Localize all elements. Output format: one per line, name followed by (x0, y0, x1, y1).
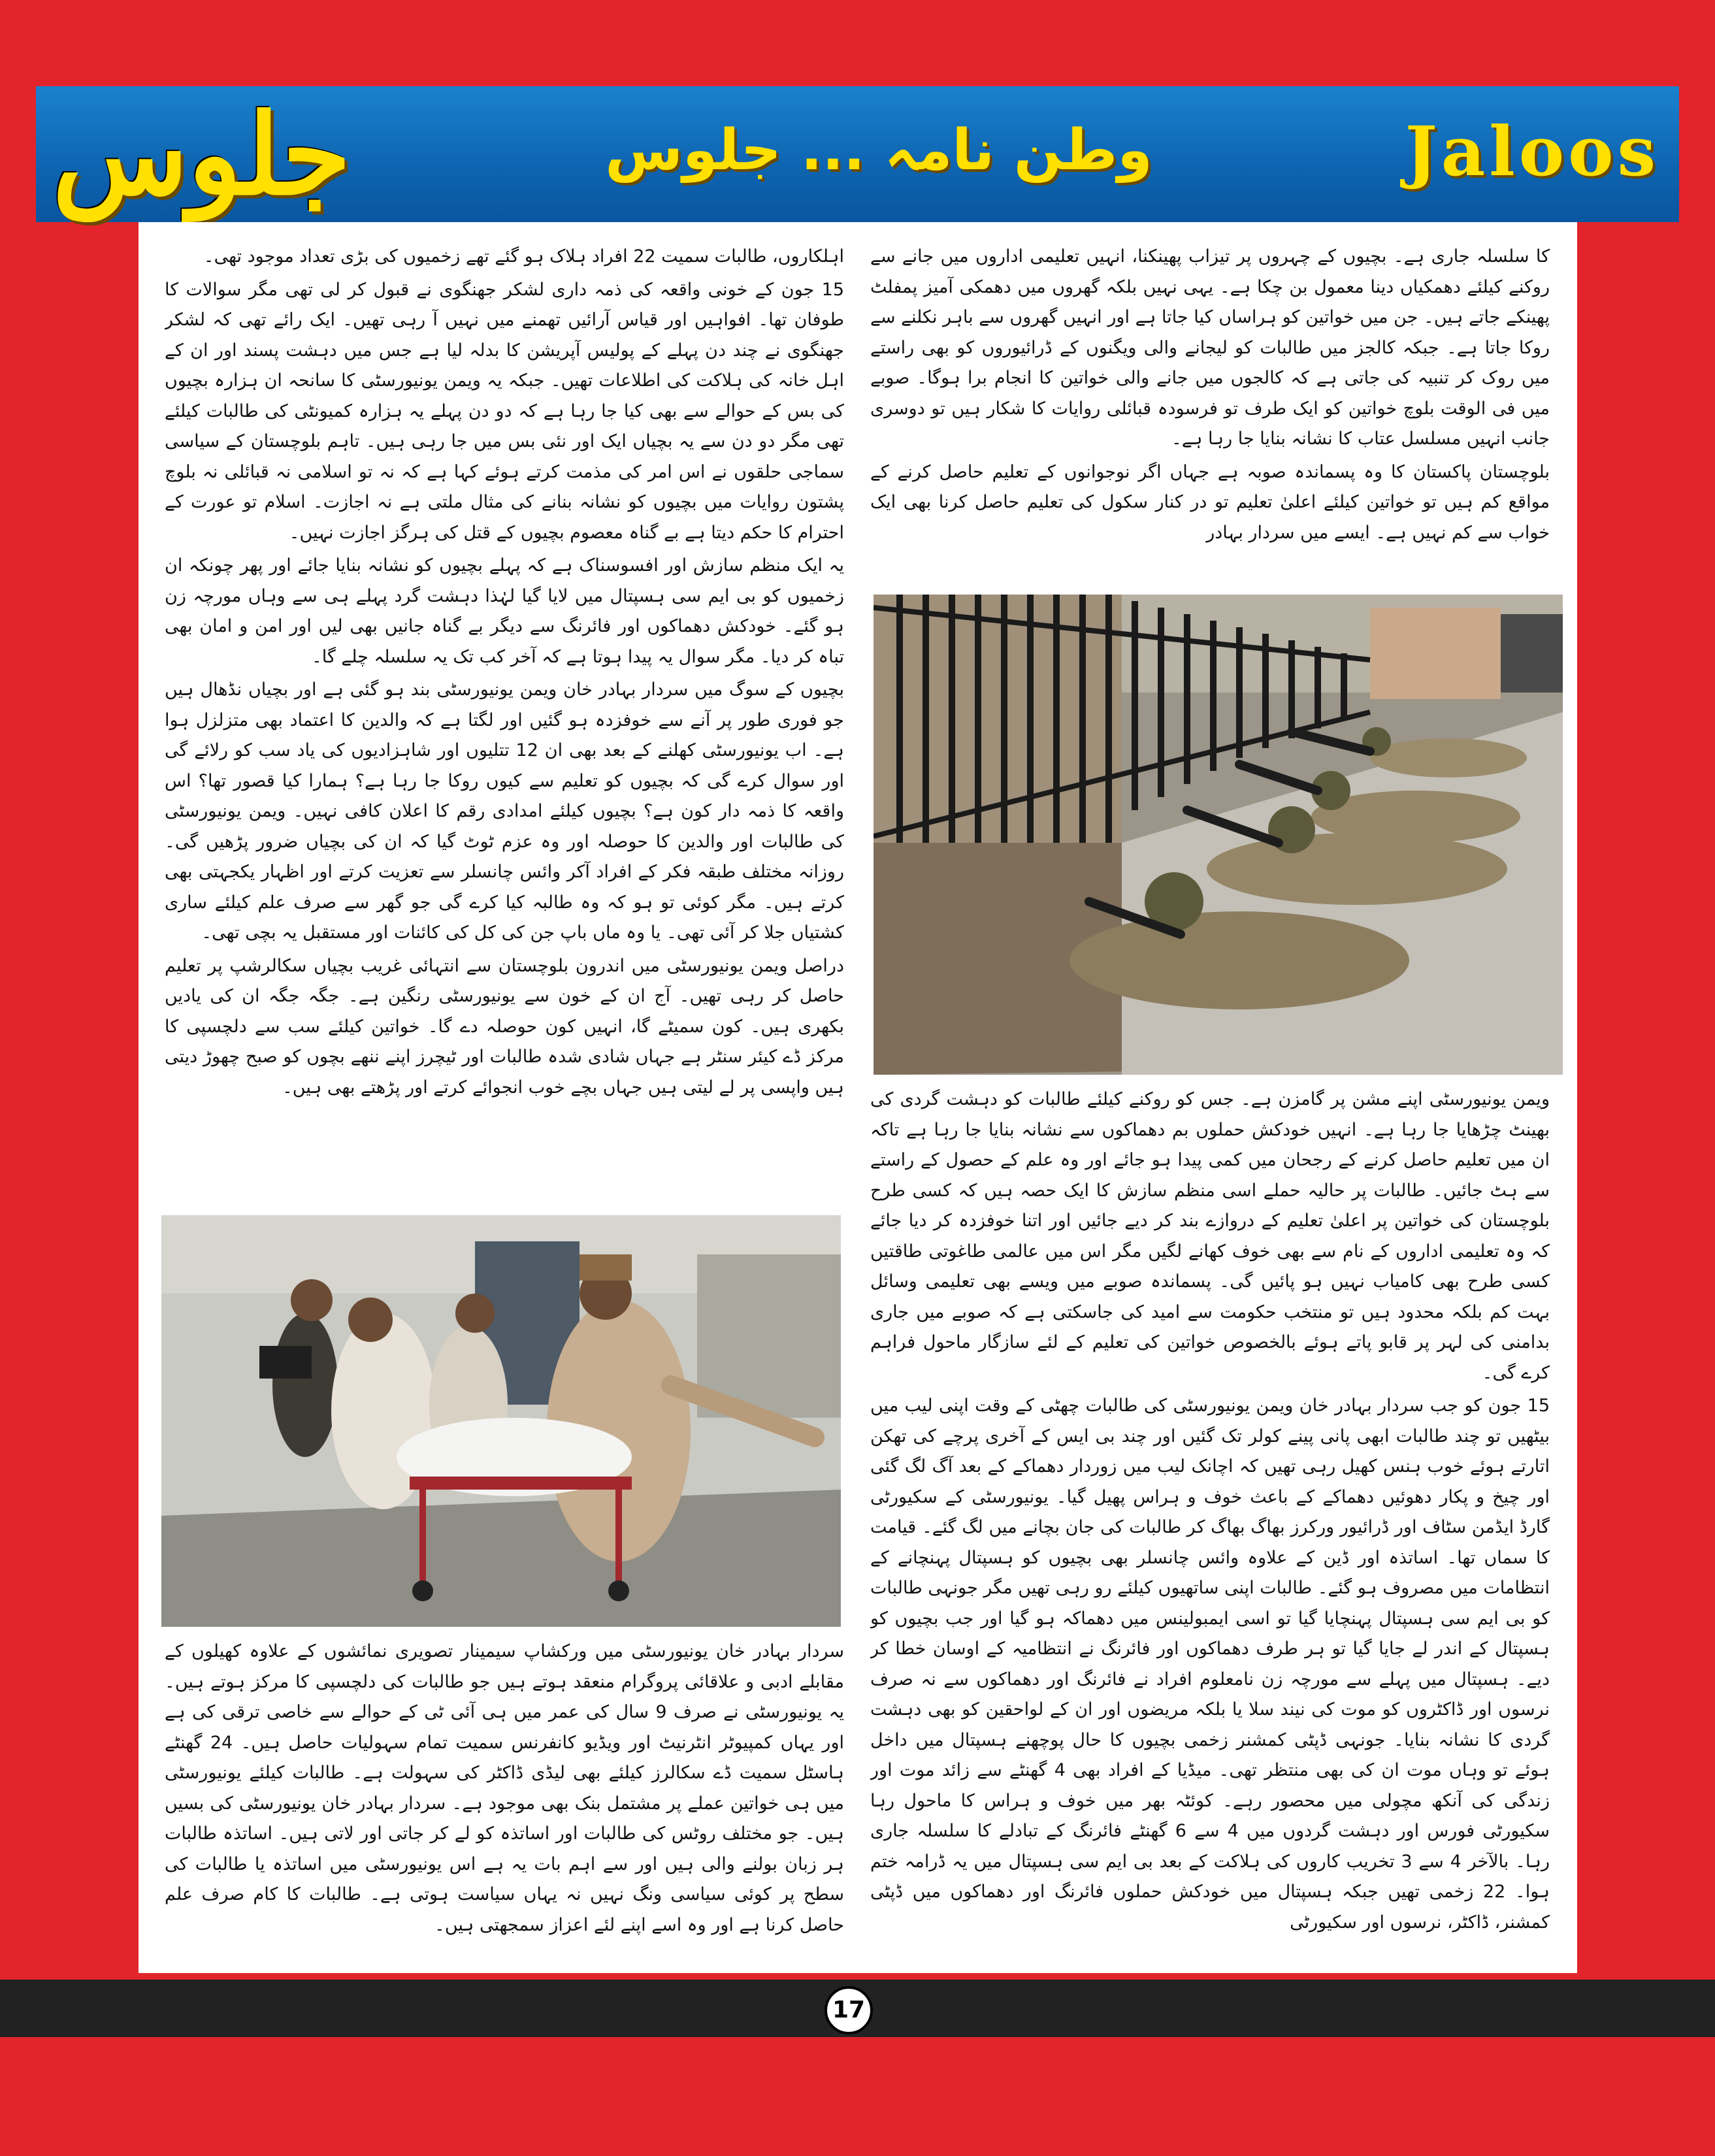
top-red-band (0, 0, 1715, 86)
paragraph: کا سلسلہ جاری ہے۔ بچیوں کے چہروں پر تیزاب پھینکنا، انہیں تعلیمی اداروں میں جانے سے روکنے کیلئے دھمکیاں دینا معمول بن چکا ہے۔ یہی نہیں بلکہ گھروں میں دھمکی آمیز پمفلٹ پھینکے جاتے ہیں۔ جن میں خواتین کو ہراساں کیا جاتا ہے اور انہیں گھروں سے باہر نکلنے سے روکا جاتا ہے۔ جبکہ کالجز میں طالبات کو لیجانے والی ویگنوں کے ڈرائیوروں کو بھی راستے میں روک کر تنبیہ کی جاتی ہے کہ کالجوں میں جانے والی خواتین کا انجام برا ہوگا۔ صوبے میں فی الوقت بلوچ خواتین کو ایک طرف تو فرسودہ قبائلی روایات کا شکار ہیں تو دوسری جانب انہیں مسلسل عتاب کا نشانہ بنایا جا رہا ہے۔ (870, 246, 1550, 449)
section-title: وطن نامہ ... جلوس (605, 118, 1152, 183)
soldiers-photo (874, 595, 1563, 1075)
paragraph: سردار بہادر خان یونیورسٹی میں ورکشاپ سیمینار تصویری نمائشوں کے علاوہ کھیلوں کے مقابلے ادبی و علاقائی پروگرام منعقد ہوتے ہیں جو طالبات کی دلچسپی کا مرکز ہوتے ہیں۔ یہ یونیورسٹی نے صرف 9 سال کی عمر میں ہی آئی ٹی کے حوالے سے خاصی ترقی کی ہے اور یہاں کمپیوٹر انٹرنیٹ اور ویڈیو کانفرنس سمیت تمام سہولیات حاصل ہیں۔ 24 گھنٹے ہاسٹل سمیت ڈے سکالرز کیلئے بھی لیڈی ڈاکٹر کی سہولت ہے۔ طالبات کیلئے یونیورسٹی میں ہی خواتین عملے پر مشتمل بنک بھی موجود ہے۔ سردار بہادر خان یونیورسٹی کی بسیں ہیں۔ جو مختلف روٹس کی طالبات اور اساتذہ کو لے کر جاتی اور لاتی ہیں۔ اساتذہ طالبات ہر زبان بولنے والی ہیں اور سے اہم بات یہ ہے اس یونیورسٹی میں اساتذہ یا طالبات کی سطح پر کوئی سیاسی ونگ نہیں نہ یہاں سیاست ہوتی ہے۔ طالبات کا کام صرف علم حاصل کرنا ہے اور وہ اسے اپنے لئے اعزاز سمجھتی ہیں۔ (165, 1641, 844, 1935)
paragraph: بلوچستان پاکستان کا وہ پسماندہ صوبہ ہے جہاں اگر نوجوانوں کے تعلیم حاصل کرنے کے مواقع کم ہیں تو خواتین کیلئے اعلیٰ تعلیم تو در کنار سکول کی تعلیم حاصل کرنا بھی ایک خواب سے کم نہیں ہے۔ ایسے میں سردار بہادر (870, 461, 1550, 543)
bottom-red-band (0, 2037, 1715, 2156)
hospital-illustration (161, 1215, 841, 1627)
jaloos-english-logo: Jaloos (1405, 111, 1659, 191)
paragraph: بچیوں کے سوگ میں سردار بہادر خان ویمن یونیورسٹی بند ہو گئی ہے اور بچیاں نڈھال ہیں جو فوری طور پر آنے سے خوفزدہ ہو گئیں اور لگتا ہے کہ والدین کا اعتماد بھی متزلزل ہوا ہے۔ اب یونیورسٹی کھلنے کے بعد بھی ان 12 تتلیوں اور شاہزادیوں کی یاد سب کو رلائے گی اور سوال کرے گی کہ بچیوں کو تعلیم سے کیوں روکا جا رہا ہے؟ ہمارا کیا قصور تھا؟ اس واقعہ کا ذمہ دار کون ہے؟ بچیوں کیلئے امدادی رقم کا اعلان کافی نہیں۔ ویمن یونیورسٹی کی طالبات اور والدین کا حوصلہ اور وہ عزم ٹوٹ گیا کہ ان کی بچیاں ضرور پڑھیں گی۔ روزانہ مختلف طبقہ فکر کے افراد آکر وائس چانسلر سے تعزیت کرتے اور اظہار یکجہتی بھی کرتے ہیں۔ مگر کوئی تو ہو کہ وہ طالبہ کیا کرے گی جو گھر سے صرف علم کیلئے ساری کشتیاں جلا کر آئی تھی۔ یا وہ ماں باپ جن کی کل کی کائنات اور مستقبل یہ بچی تھی۔ (165, 679, 844, 943)
paragraph: 15 جون کے خونی واقعہ کی ذمہ داری لشکر جھنگوی نے قبول کر لی تھی مگر سوالات کا طوفان تھا۔ افواہیں اور قیاس آرائیں تھمنے میں نہیں آ رہی تھیں۔ ایک رائے تھی کہ لشکر جھنگوی نے چند دن پہلے کے پولیس آپریشن کا بدلہ لیا ہے جس میں دہشت پسند اور ان کے اہل خانہ کی ہلاکت کی اطلاعات تھیں۔ جبکہ یہ ویمن یونیورسٹی کا سانحہ ان ہزارہ بچیوں کی بس کے حوالے سے بھی کیا جا رہا ہے کہ دو دن پہلے یہ ہزارہ کمیونٹی کی طالبات کیلئے تھی مگر دو دن سے یہ بچیاں ایک اور نئی بس میں جا رہی ہیں۔ تاہم بلوچستان کے سیاسی سماجی حلقوں نے اس امر کی مذمت کرتے ہوئے کہا ہے کہ نہ تو اسلامی نہ قبائلی نہ بلوچ پشتون روایات میں بچیوں کو نشانہ بنانے کی مثال ملتی ہے نہ اجازت۔ اسلام تو عورت کے احترام کا حکم دیتا ہے بے گناہ معصوم بچیوں کے قتل کی ہرگز اجازت نہیں۔ (165, 279, 844, 543)
paragraph: ویمن یونیورسٹی اپنے مشن پر گامزن ہے۔ جس کو روکنے کیلئے طالبات کو دہشت گردی کی بھینٹ چڑھایا جا رہا ہے۔ انہیں خودکش حملوں بم دھماکوں سے نشانہ بنایا جا رہا ہے تاکہ ان میں تعلیم حاصل کرنے کے رجحان میں کمی پیدا ہو جائے اور وہ علم کے حصول کے راستے سے ہٹ جائیں۔ طالبات پر حالیہ حملے اسی منظم سازش کا ایک حصہ ہیں کہ کسی طرح بلوچستان کی خواتین پر اعلیٰ تعلیم کے دروازے بند کر دیے جائیں اور اتنا خوفزدہ کر دیا جائے کہ وہ تعلیمی اداروں کے نام سے بھی خوف کھانے لگیں مگر اس میں عالمی طاغوتی طاقتیں کسی طرح بھی کامیاب نہیں ہو پائیں گی۔ پسماندہ صوبے میں ویسے بھی تعلیمی وسائل بہت کم بلکہ محدود ہیں تو منتخب حکومت سے امید کی جاسکتی ہے کہ صوبے میں جاری بدامنی کی لہر پر قابو پاتے ہوئے بالخصوص خواتین کی تعلیم کے لئے سازگار ماحول فراہم کرے گی۔ (870, 1089, 1550, 1383)
article-column-left-top (165, 242, 844, 1202)
soldiers-illustration (874, 595, 1563, 1075)
page-number: 17 (825, 1986, 873, 2034)
article-column-left-bottom (165, 1637, 844, 1967)
paragraph: اہلکاروں، طالبات سمیت 22 افراد ہلاک ہو گئے تھے زخمیوں کی بڑی تعداد موجود تھی۔ (203, 246, 844, 267)
article-column-right-bottom (870, 1085, 1550, 1967)
hospital-photo (161, 1215, 841, 1627)
article-page (139, 222, 1577, 1973)
paragraph: دراصل ویمن یونیورسٹی میں اندرون بلوچستان سے انتہائی غریب بچیاں سکالرشپ پر تعلیم حاصل کر رہی تھیں۔ آج ان کے خون سے یونیورسٹی رنگین ہے۔ جگہ جگہ ان کی یادیں بکھری ہیں۔ کون سمیٹے گا، انہیں کون حوصلہ دے گا۔ خواتین کیلئے سب سے دلچسپی کا مرکز ڈے کیئر سنٹر ہے جہاں شادی شدہ طالبات اور ٹیچرز اپنے ننھے بچوں کو صبح چھوڑ دیتی ہیں واپسی پر لے لیتی ہیں جہاں بچے خوب انجوائے کرتے اور پڑھتے بھی ہیں۔ (165, 955, 844, 1098)
page-header (36, 86, 1679, 222)
jaloos-urdu-logo: جلوس (52, 90, 351, 220)
paragraph: یہ ایک منظم سازش اور افسوسناک ہے کہ پہلے بچیوں کو نشانہ بنایا جائے اور پھر چونکہ ان زخمیوں کو بی ایم سی ہسپتال میں لایا گیا لہٰذا دہشت گرد پہلے ہی سے وہاں مورچہ زن ہو گئے۔ خودکش دھماکوں اور فائرنگ سے دیگر بے گناہ جانیں بھی لیں اور امن و امان بھی تباہ کر دیا۔ مگر سوال یہ پیدا ہوتا ہے کہ آخر کب تک یہ سلسلہ چلے گا۔ (165, 555, 844, 667)
article-column-right-top (870, 242, 1550, 595)
paragraph: 15 جون کو جب سردار بہادر خان ویمن یونیورسٹی کی طالبات چھٹی کے وقت اپنی لیب میں بیٹھیں تو چند طالبات ابھی پانی پینے کولر تک گئیں اور چند بی ایس کے آخری پرچے کی تھکن اتارتے ہوئے خوب ہنس کھیل رہی تھیں کہ اچانک لیب میں زوردار دھماکے کے بعد آگ لگ گئی اور چیخ و پکار دھوئیں دھماکے کے باعث خوف و ہراس پھیل گیا۔ یونیورسٹی کے سکیورٹی گارڈ ایڈمن سٹاف اور ڈرائیور ورکرز بھاگ بھاگ کر طالبات کی جان بچانے میں لگ گئے۔ قیامت کا سماں تھا۔ اساتذہ اور ڈین کے علاوہ وائس چانسلر بھی بچیوں کو ہسپتال پہنچانے کے انتظامات میں مصروف ہو گئے۔ طالبات اپنی ساتھیوں کیلئے رو رہی تھیں مگر جونہی طالبات کو بی ایم سی ہسپتال پہنچایا گیا تو اسی ایمبولینس میں دھماکہ ہو گیا اور جب بچیوں کو ہسپتال کے اندر لے جایا گیا تو ہر طرف دھماکوں اور فائرنگ نے انتظامیہ کے اوسان خطا کر دیے۔ ہسپتال میں پہلے سے مورچہ زن نامعلوم افراد نے فائرنگ اور دھماکوں سے نہ صرف نرسوں اور ڈاکٹروں کو موت کی نیند سلا یا بلکہ مریضوں اور ان کے لواحقین کو بھی دہشت گردی کا نشانہ بنایا۔ جونہی ڈپٹی کمشنر زخمی بچیوں کا حال پوچھنے ہسپتال میں داخل ہوئے تو وہاں موت ان کی بھی منتظر تھی۔ میڈیا کے افراد بھی 4 گھنٹے سے زائد موت اور زندگی کی آنکھ مچولی میں محصور رہے۔ کوئٹہ بھر میں خوف و ہراس کا ماحول رہا سکیورٹی فورس اور دہشت گردوں میں 4 سے 6 گھنٹے فائرنگ کے تبادلے کا سلسلہ جاری رہا۔ بالآخر 4 سے 3 تخریب کاروں کی ہلاکت کے بعد بی ایم سی ہسپتال میں یہ ڈرامہ ختم ہوا۔ 22 زخمی تھیں جبکہ ہسپتال میں خودکش حملوں فائرنگ اور دھماکوں میں ڈپٹی کمشنر، ڈاکٹر، نرسوں اور سکیورٹی (870, 1396, 1550, 1933)
